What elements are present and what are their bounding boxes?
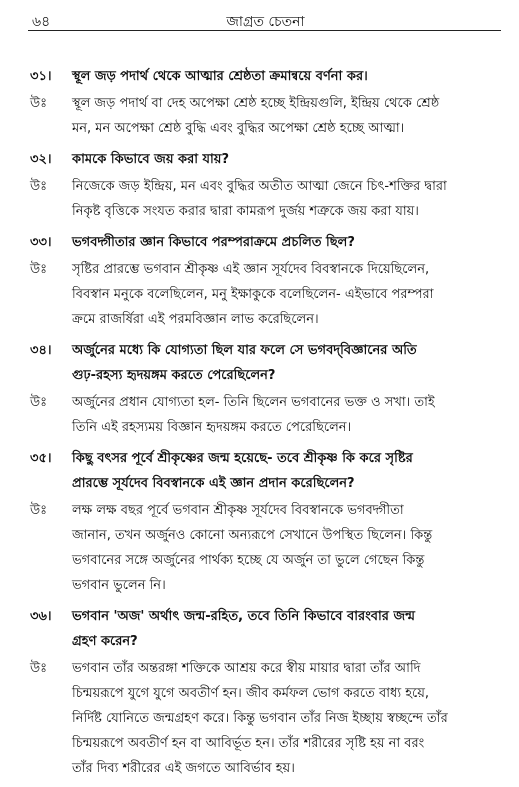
answer-item [28,174,503,224]
text-line: নিকৃষ্ট বৃত্তিকে সংযত করার দ্বারা কামরূপ দুর্জয় শত্রুকে জয় করা যায়। [72,204,419,219]
text-line: চিন্ময়রূপে অবতীর্ণ হন বা আবির্ভূত হন। তাঁর শরীরের সৃষ্টি হয় না বরং [72,736,425,751]
answer-marker: উঃ [30,96,48,111]
question-text [72,338,503,388]
question-number: ৩৬। [30,609,52,624]
answer-text [72,174,503,224]
question-number: ৩৪। [30,343,52,358]
answer-text [72,257,503,332]
answer-text [72,91,503,141]
answer-item [28,91,503,141]
question-text [72,147,503,172]
answer-marker: উঃ [30,661,48,676]
question-text [72,230,503,255]
text-line: লক্ষ লক্ষ বছর পূর্বে ভগবান শ্রীকৃষ্ণ সূর্যদেব বিবস্বানকে ভগবদ্গীতা [72,503,404,518]
question-text [72,64,503,89]
answer-text [72,656,503,781]
question-text [72,604,503,654]
qa-content [28,64,503,787]
text-line: অর্জুনের প্রধান যোগ্যতা হল- তিনি ছিলেন ভগবানের ভক্ত ও সখা। তাই [72,395,435,410]
text-line: সৃষ্টির প্রারম্ভে ভগবান শ্রীকৃষ্ণ এই জ্ঞান সূর্যদেব বিবস্বানকে দিয়েছিলেন, [72,262,430,277]
text-line: অর্জুনের মধ্যে কি যোগ্যতা ছিল যার ফলে সে ভগবদ্‌বিজ্ঞানের অতি [72,343,417,358]
text-line: স্থূল জড় পদার্থ থেকে আত্মার শ্রেষ্ঠতা ক্রমান্বয়ে বর্ণনা কর। [72,69,368,84]
text-line: ভগবানের সঙ্গে অর্জুনের পার্থক্য হচ্ছে যে অর্জুন তা ভুলে গেছেন কিন্তু [72,553,425,568]
answer-item [28,498,503,598]
text-line: জানান, তখন অর্জুনও কোনো অন্যরূপে সেখানে উপস্থিত ছিলেন। কিন্তু [72,528,433,543]
text-line: ভগবান 'অজ' অর্থাৎ জন্ম-রহিত, তবে তিনি কিভাবে বারংবার জন্ম [72,609,415,624]
text-line: স্থূল জড় পদার্থ বা দেহ অপেক্ষা শ্রেষ্ঠ হচ্ছে ইন্দ্রিয়গুলি, ইন্দ্রিয় থেকে শ্রেষ্ঠ [72,96,440,111]
answer-marker: উঃ [30,262,48,277]
answer-marker: উঃ [30,503,48,518]
text-line: তিনি এই রহস্যময় বিজ্ঞান হৃদয়ঙ্গম করতে পেরেছিলেন। [72,420,352,435]
answer-item [28,656,503,781]
text-line: কিছু বৎসর পূর্বে শ্রীকৃষ্ণের জন্ম হয়েছে- তবে শ্রীকৃষ্ণ কি করে সৃষ্টির [72,451,413,466]
answer-text [72,498,503,598]
text-line: ক্রমে রাজর্ষিরা এই পরমবিজ্ঞান লাভ করেছিলেন। [72,312,319,327]
question-number: ৩২। [30,152,52,167]
question-number: ৩১। [30,69,52,84]
question-item [28,64,503,89]
text-line: প্রারম্ভে সূর্যদেব বিবস্বানকে এই জ্ঞান প্রদান করেছিলেন? [72,476,355,491]
text-line: মন, মন অপেক্ষা শ্রেষ্ঠ বুদ্ধি এবং বুদ্ধির অপেক্ষা শ্রেষ্ঠ হচ্ছে আত্মা। [72,121,405,136]
running-title: জাগ্রত চেতনা [226,14,305,30]
text-line: তাঁর দিব্য শরীরের এই জগতে আবির্ভাব হয়। [72,761,295,776]
text-line: ভগবদ্গীতার জ্ঞান কিভাবে পরম্পরাক্রমে প্রচলিত ছিল? [72,235,355,250]
text-line: ভগবান ভুলেন নি। [72,578,166,593]
header-rule [28,30,501,31]
question-text [72,446,503,496]
question-number: ৩৫। [30,451,52,466]
text-line: কামকে কিভাবে জয় করা যায়? [72,152,229,167]
text-line: গুঢ়-রহস্য হৃদয়ঙ্গম করতে পেরেছিলেন? [72,368,276,383]
text-line: ভগবান তাঁর অন্তরঙ্গা শক্তিকে আশ্রয় করে স্বীয় মায়ার দ্বারা তাঁর আদি [72,661,421,676]
item-gap [28,783,503,787]
text-line: নির্দিষ্ট যোনিতে জন্মগ্রহণ করে। কিন্তু ভগবান তাঁর নিজ ইচ্ছায় স্বচ্ছন্দে তাঁর [72,711,448,726]
question-item [28,604,503,654]
answer-marker: উঃ [30,395,48,410]
question-item [28,446,503,496]
text-line: বিবস্বান মনুকে বলেছিলেন, মনু ইক্ষাকুকে বলেছিলেন- এইভাবে পরম্পরা [72,287,434,302]
answer-item [28,390,503,440]
answer-item [28,257,503,332]
text-line: গ্রহণ করেন? [72,634,138,649]
text-line: চিন্ময়রূপে যুগে যুগে অবতীর্ণ হন। জীব কর্মফল ভোগ করতে বাধ্য হয়ে, [72,686,430,701]
question-number: ৩৩। [30,235,52,250]
question-item [28,147,503,172]
answer-text [72,390,503,440]
page-number: ৬৪ [32,14,51,30]
answer-marker: উঃ [30,179,48,194]
question-item [28,338,503,388]
question-item [28,230,503,255]
text-line: নিজেকে জড় ইন্দ্রিয়, মন এবং বুদ্ধির অতীত আত্মা জেনে চিৎ-শক্তির দ্বারা [72,179,447,194]
